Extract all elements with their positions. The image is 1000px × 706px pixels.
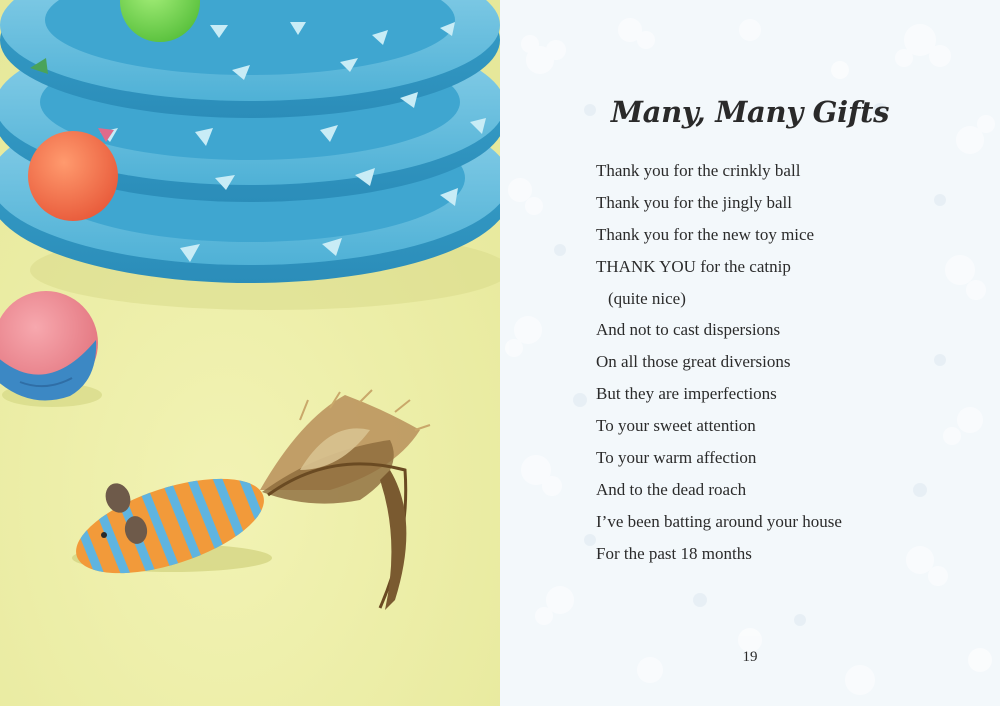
page-number: 19 [742,649,758,665]
poem-line: To your sweet attention [596,416,756,436]
poem-line: On all those great diversions [596,352,791,372]
poem-line: Thank you for the crinkly ball [596,161,801,180]
poem-line: THANK YOU for the catnip [596,256,791,276]
orange-ball [28,131,118,221]
poem-line: And not to cast dispersions [596,320,781,340]
poem-title: Many, Many Gifts [610,95,890,129]
poem-line: But they are imperfections [596,384,777,404]
poem-line: To your warm affection [596,448,757,468]
text-page [500,0,1000,706]
poem-line: Thank you for the new toy mice [596,224,815,244]
poem-line: And to the dead roach [596,479,747,499]
poem-line: For the past 18 months [596,543,752,563]
poem-line: (quite nice) [608,288,686,308]
poem-line: Thank you for the jingly ball [596,192,792,212]
poem-line: I’ve been batting around your house [596,511,842,531]
poem-body [596,160,842,575]
